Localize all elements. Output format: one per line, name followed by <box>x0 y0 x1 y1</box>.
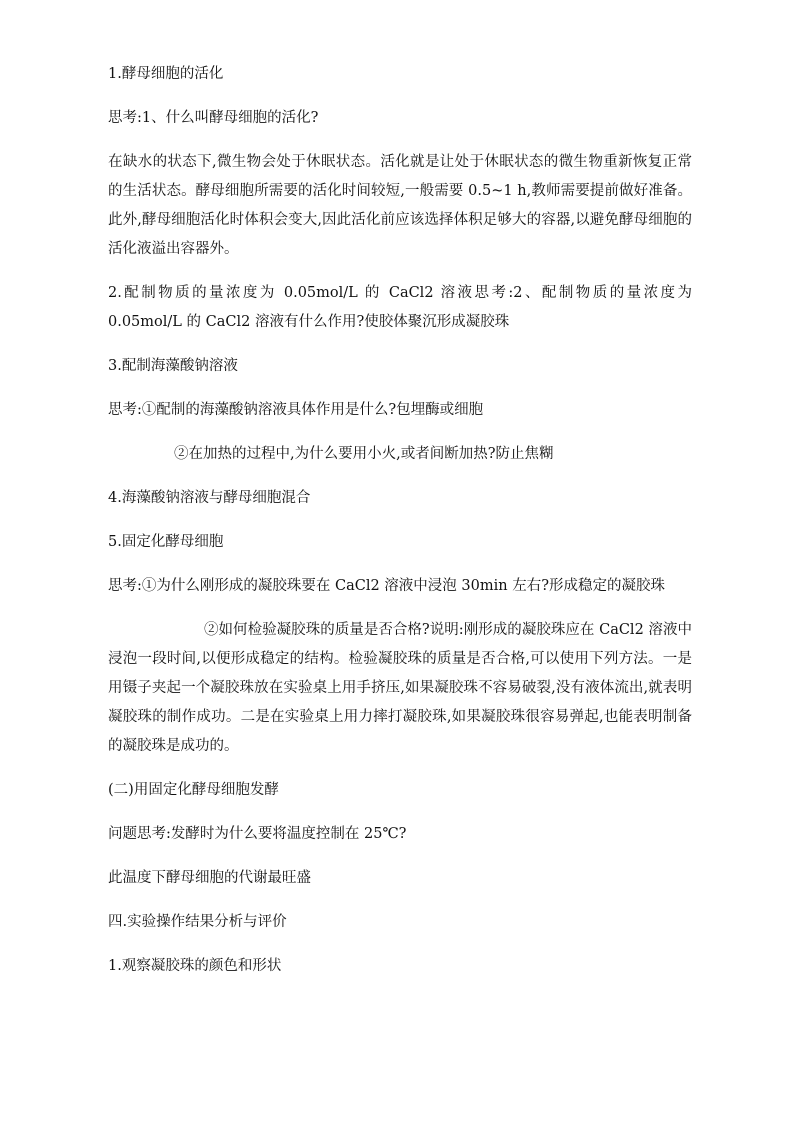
heading-result-analysis: 四.实验操作结果分析与评价 <box>108 914 287 930</box>
question-soaking: 思考:①为什么刚形成的凝胶珠要在 CaCl2 溶液中浸泡 30min 左右?形成稳定的凝胶珠 <box>108 578 665 594</box>
heading-yeast-activation: 1.酵母细胞的活化 <box>108 66 224 82</box>
question-heating: ②在加热的过程中,为什么要用小火,或者间断加热?防止焦糊 <box>174 446 554 462</box>
paragraph-quality-check: ②如何检验凝胶珠的质量是否合格?说明:刚形成的凝胶珠应在 CaCl2 溶液中浸泡一段时间,以便形成稳定的结构。检验凝胶珠的质量是否合格,可以使用下列方法。一是用镊子夹起一个凝胶珠放在实验桌上用手挤压,如果凝胶珠不容易破裂,没有液体流出,就表明凝胶珠的制作成功。二是在实验桌上用力摔打凝胶珠,如果凝胶珠很容易弹起,也能表明制备的凝胶珠是成功的。 <box>108 622 692 754</box>
heading-observe-beads: 1.观察凝胶珠的颜色和形状 <box>108 958 282 974</box>
heading-immobilization: 5.固定化酵母细胞 <box>108 534 224 550</box>
heading-mixing: 4.海藻酸钠溶液与酵母细胞混合 <box>108 490 311 506</box>
heading-fermentation: (二)用固定化酵母细胞发酵 <box>108 782 279 798</box>
paragraph-cacl2-preparation: 2.配制物质的量浓度为 0.05mol/L 的 CaCl2 溶液思考:2、配制物质的量浓度为 0.05mol/L 的 CaCl2 溶液有什么作用?使胶体聚沉形成凝胶珠 <box>108 285 692 330</box>
question-alginate-function: 思考:①配制的海藻酸钠溶液具体作用是什么?包埋酶或细胞 <box>108 402 484 418</box>
question-temperature: 问题思考:发酵时为什么要将温度控制在 25℃? <box>108 826 407 842</box>
question-activation: 思考:1、什么叫酵母细胞的活化? <box>108 110 319 126</box>
paragraph-activation-explanation: 在缺水的状态下,微生物会处于休眠状态。活化就是让处于休眠状态的微生物重新恢复正常的生活状态。酵母细胞所需要的活化时间较短,一般需要 0.5~1 h,教师需要提前做好准备。此外,酵母细胞活化时体积会变大,因此活化前应该选择体积足够大的容器,以避免酵母细胞的活化液溢出容器外。 <box>108 154 692 257</box>
heading-sodium-alginate: 3.配制海藻酸钠溶液 <box>108 358 238 374</box>
answer-temperature: 此温度下酵母细胞的代谢最旺盛 <box>108 870 311 886</box>
document-body <box>108 60 692 981</box>
